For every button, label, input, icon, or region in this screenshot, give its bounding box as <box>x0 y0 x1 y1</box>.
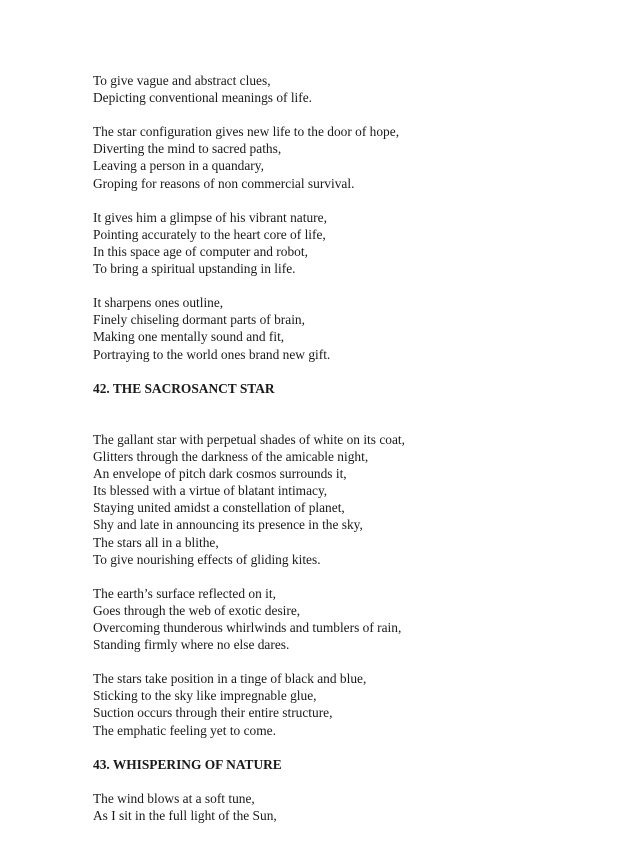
poem-line: The stars take position in a tinge of black and blue, <box>93 671 367 687</box>
poem-line: Overcoming thunderous whirlwinds and tumblers of rain, <box>93 620 402 635</box>
stanza <box>93 431 613 568</box>
stanza <box>93 209 613 277</box>
poem-line: Pointing accurately to the heart core of life, <box>93 226 326 242</box>
poem-line: Its blessed with a virtue of blatant intimacy, <box>93 483 328 499</box>
poem-line: Staying united amidst a constellation of planet, <box>93 500 345 516</box>
poem-line: An envelope of pitch dark cosmos surrounds it, <box>93 466 347 482</box>
poem-line: Portraying to the world ones brand new gift. <box>93 346 331 362</box>
poem-line: Depicting conventional meanings of life. <box>93 90 313 106</box>
poem-line: Groping for reasons of non commercial survival. <box>93 175 355 191</box>
poem-line: Standing firmly where no else dares. <box>93 637 290 653</box>
poem-line: The earth’s surface reflected on it, <box>93 585 276 601</box>
poem-line: To bring a spiritual upstanding in life. <box>93 261 296 277</box>
stanza <box>93 294 613 362</box>
poem-line: Goes through the web of exotic desire, <box>93 602 301 618</box>
poem-line: In this space age of computer and robot, <box>93 243 308 259</box>
poem-heading: 42. THE SACROSANCT STAR <box>93 380 275 396</box>
stanza <box>93 585 613 653</box>
poem-line: Finely chiseling dormant parts of brain, <box>93 312 305 328</box>
poem-line: The stars all in a blithe, <box>93 534 219 550</box>
poem-text <box>93 72 613 841</box>
poem-line: As I sit in the full light of the Sun, <box>93 808 277 824</box>
poem-line: Shy and late in announcing its presence in the sky, <box>93 517 363 533</box>
poem-line: Diverting the mind to sacred paths, <box>93 141 282 157</box>
poem-line: Leaving a person in a quandary, <box>93 158 264 174</box>
poem-line: Suction occurs through their entire structure, <box>93 705 333 721</box>
poem-line: To give vague and abstract clues, <box>93 73 271 88</box>
poem-line: The emphatic feeling yet to come. <box>93 722 276 738</box>
poem-line: Sticking to the sky like impregnable glue, <box>93 688 317 704</box>
stanza <box>93 670 613 738</box>
poem-line: The gallant star with perpetual shades of white on its coat, <box>93 431 405 447</box>
poem-line: The star configuration gives new life to the door of hope, <box>93 124 400 140</box>
stanza <box>93 72 613 106</box>
poem-line: The wind blows at a soft tune, <box>93 790 255 806</box>
poem-line: It gives him a glimpse of his vibrant nature, <box>93 209 327 225</box>
poem-line: To give nourishing effects of gliding kites. <box>93 551 321 567</box>
stanza <box>93 790 613 824</box>
poem-line: It sharpens ones outline, <box>93 295 224 311</box>
poem-heading: 43. WHISPERING OF NATURE <box>93 756 282 772</box>
poem-line: Glitters through the darkness of the amicable night, <box>93 449 369 465</box>
stanza <box>93 123 613 191</box>
poem-line: Making one mentally sound and fit, <box>93 329 285 345</box>
